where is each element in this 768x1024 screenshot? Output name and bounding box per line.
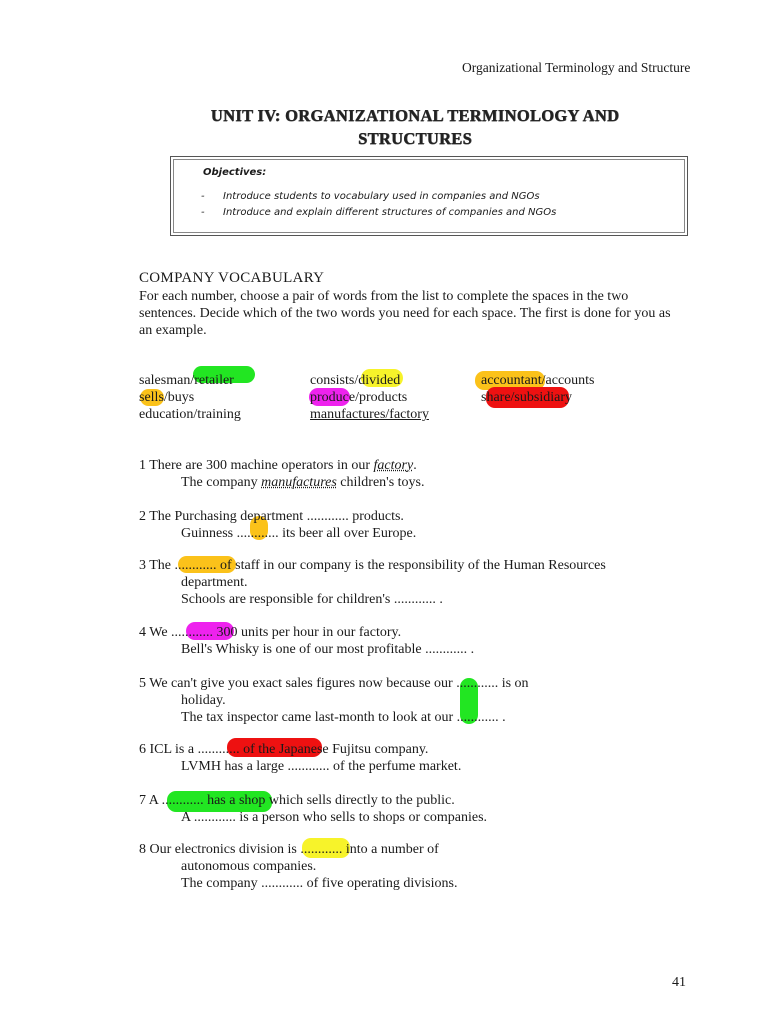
exercise-8-sentence-a-cont: autonomous companies. xyxy=(181,859,317,874)
objectives-list xyxy=(201,189,556,221)
exercise-1-sentence-b: The company manufactures children's toys. xyxy=(181,475,425,490)
word-pair: share/subsidiary xyxy=(481,390,572,405)
exercise-8-sentence-a: 8 Our electronics division is ............ into a number of xyxy=(139,842,439,857)
objectives-box xyxy=(170,156,688,236)
objectives-label: Objectives: xyxy=(203,167,267,178)
answer-manufactures: manufactures xyxy=(261,475,337,490)
exercise-3-sentence-a: 3 The ............ of staff in our company is the responsibility of the Human Resources xyxy=(139,558,606,573)
unit-title-line1: UNIT IV: ORGANIZATIONAL TERMINOLOGY AND xyxy=(210,106,620,125)
exercise-3-sentence-a-cont: department. xyxy=(181,575,248,590)
exercise-2-sentence-a: 2 The Purchasing department ............ products. xyxy=(139,509,404,524)
exercise-5-sentence-b: The tax inspector came last-month to look at our ............ . xyxy=(181,710,506,725)
exercise-3-sentence-b: Schools are responsible for children's ............ . xyxy=(181,592,443,607)
word-pair: manufactures/factory xyxy=(310,407,429,422)
objective-item: - Introduce and explain different structures of companies and NGOs xyxy=(201,207,557,218)
running-header: Organizational Terminology and Structure xyxy=(462,60,691,75)
exercise-6-sentence-a: 6 ICL is a ............ of the Japanese Fujitsu company. xyxy=(139,742,429,757)
exercise-4-sentence-b: Bell's Whisky is one of our most profitable ............ . xyxy=(181,642,475,657)
word-pair: produce/products xyxy=(310,390,408,405)
exercise-5-sentence-a-cont: holiday. xyxy=(181,693,226,708)
word-pair: sells/buys xyxy=(139,390,195,405)
exercise-8-sentence-b: The company ............ of five operating divisions. xyxy=(181,876,458,891)
exercise-1-sentence-a: 1 There are 300 machine operators in our factory. xyxy=(139,458,417,473)
answer-factory: factory xyxy=(373,458,414,473)
exercise-6-sentence-b: LVMH has a large ............ of the perfume market. xyxy=(181,759,462,774)
word-pair: consists/divided xyxy=(310,373,401,388)
unit-title-line2: STRUCTURES xyxy=(358,129,472,148)
section-title: COMPANY VOCABULARY xyxy=(139,270,325,286)
unit-title xyxy=(150,104,680,150)
page-number: 41 xyxy=(672,975,686,990)
exercise-5-sentence-a: 5 We can't give you exact sales figures now because our ............ is on xyxy=(139,676,529,691)
exercise-2-sentence-b: Guinness ............ its beer all over Europe. xyxy=(181,526,417,541)
word-pair: salesman/retailer xyxy=(139,373,234,388)
word-pair: accountant/accounts xyxy=(481,373,595,388)
exercise-4-sentence-a: 4 We ............ 300 units per hour in our factory. xyxy=(139,625,402,640)
objective-item: - Introduce students to vocabulary used in companies and NGOs xyxy=(201,191,540,202)
exercise-7-sentence-a: 7 A ............ has a shop which sells directly to the public. xyxy=(139,793,455,808)
instructions: For each number, choose a pair of words from the list to complete the spaces in the two sentences. Decide which of the two words you need for each space. The first is done for you as an example. xyxy=(139,289,671,338)
exercise-7-sentence-b: A ............ is a person who sells to shops or companies. xyxy=(181,810,488,825)
word-pair: education/training xyxy=(139,407,241,422)
